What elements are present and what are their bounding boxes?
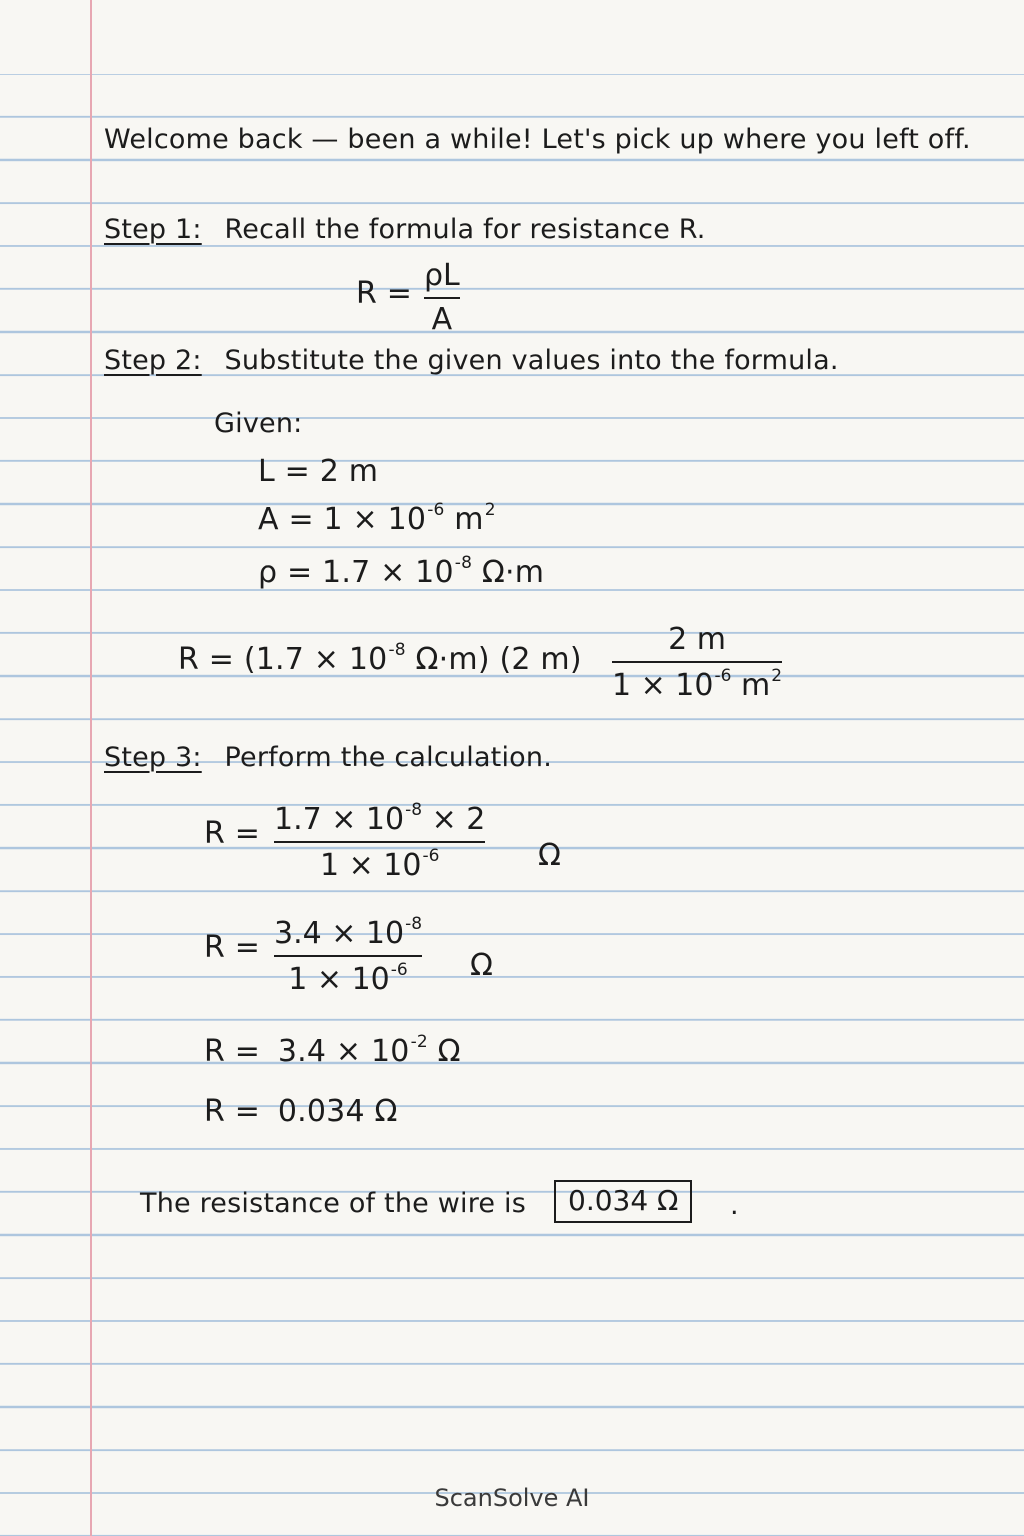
eq3-unit: Ω — [427, 1034, 461, 1069]
step-1-text: Recall the formula for resistance R. — [224, 214, 706, 245]
eq1-num-a: 1.7 × 10 — [274, 802, 405, 837]
given-rho-unit: Ω·m — [472, 555, 545, 590]
eq3-lhs: R = — [204, 1034, 261, 1069]
step-3-line — [104, 742, 552, 773]
eq4-line — [204, 1094, 398, 1129]
eq2-fraction — [274, 914, 422, 997]
given-area — [258, 500, 496, 537]
eq1-unit: Ω — [538, 838, 562, 873]
given-rho-exponent: -8 — [454, 553, 473, 573]
given-area-unit-exponent: 2 — [484, 500, 496, 520]
substitution-lhs — [178, 640, 582, 677]
substitution-fraction-bar — [612, 661, 782, 663]
eq1-lhs: R = — [204, 816, 261, 851]
step-1-line — [104, 214, 706, 245]
substitution-den-exponent: -6 — [714, 666, 732, 686]
formula-denominator: A — [431, 302, 453, 337]
eq1-den-base: 1 × 10 — [319, 848, 422, 883]
substitution-den-unit-exponent: 2 — [771, 666, 783, 686]
step-2-label: Step 2: — [104, 345, 202, 376]
eq2-numerator — [274, 914, 422, 951]
eq4-lhs: R = — [204, 1094, 261, 1129]
step-3-text: Perform the calculation. — [224, 742, 552, 773]
given-resistivity — [258, 553, 544, 590]
given-rho-base: ρ = 1.7 × 10 — [258, 555, 454, 590]
given-area-base: A = 1 × 10 — [258, 502, 427, 537]
eq2-den-base: 1 × 10 — [288, 962, 390, 997]
eq2-den-exponent: -6 — [390, 960, 408, 980]
brand-watermark: ScanSolve AI — [434, 1484, 590, 1512]
step-3-label: Step 3: — [104, 742, 202, 773]
step-2-text: Substitute the given values into the formula. — [224, 345, 839, 376]
eq1-num-b: × 2 — [422, 802, 486, 837]
given-area-exponent: -6 — [427, 500, 445, 520]
formula-fraction-bar — [424, 297, 460, 299]
substitution-part-b: Ω·m) (2 m) — [405, 642, 582, 677]
eq2-fraction-bar — [274, 955, 422, 957]
substitution-exponent: -8 — [388, 640, 406, 660]
formula-lhs: R = — [356, 276, 413, 311]
formula-numerator: ρL — [424, 258, 460, 293]
eq1-fraction — [274, 800, 485, 883]
substitution-den-base: 1 × 10 — [612, 668, 714, 703]
conclusion-period: . — [730, 1190, 739, 1221]
eq2-num-base: 3.4 × 10 — [274, 916, 405, 951]
eq1-num-exponent: -8 — [405, 800, 423, 820]
eq1-denominator — [320, 846, 439, 883]
greeting-text: Welcome back — been a while! Let's pick up where you left off. — [104, 124, 971, 155]
substitution-denominator — [612, 666, 782, 703]
eq3-exponent: -2 — [410, 1032, 428, 1052]
substitution-part-a: R = (1.7 × 10 — [178, 642, 388, 677]
eq3-base: 3.4 × 10 — [277, 1034, 410, 1069]
substitution-numerator: 2 m — [668, 622, 726, 657]
eq1-fraction-bar — [274, 841, 485, 843]
answer-box: 0.034 Ω — [554, 1180, 692, 1223]
formula-fraction — [424, 258, 460, 337]
conclusion-text: The resistance of the wire is — [140, 1188, 526, 1219]
eq4-value: 0.034 Ω — [277, 1094, 398, 1129]
eq2-num-exponent: -8 — [405, 914, 423, 934]
eq1-den-exponent: -6 — [422, 846, 440, 866]
given-length: L = 2 m — [258, 454, 379, 489]
step-1-label: Step 1: — [104, 214, 202, 245]
margin-line — [90, 0, 92, 1536]
substitution-fraction — [612, 622, 782, 703]
eq1-numerator — [274, 800, 485, 837]
eq3-line — [204, 1032, 461, 1069]
given-label: Given: — [214, 408, 303, 439]
substitution-den-unit: m — [731, 668, 771, 703]
eq2-unit: Ω — [470, 948, 494, 983]
eq2-lhs: R = — [204, 930, 261, 965]
given-area-unit: m — [444, 502, 484, 537]
step-2-line — [104, 345, 839, 376]
eq2-denominator — [288, 960, 407, 997]
